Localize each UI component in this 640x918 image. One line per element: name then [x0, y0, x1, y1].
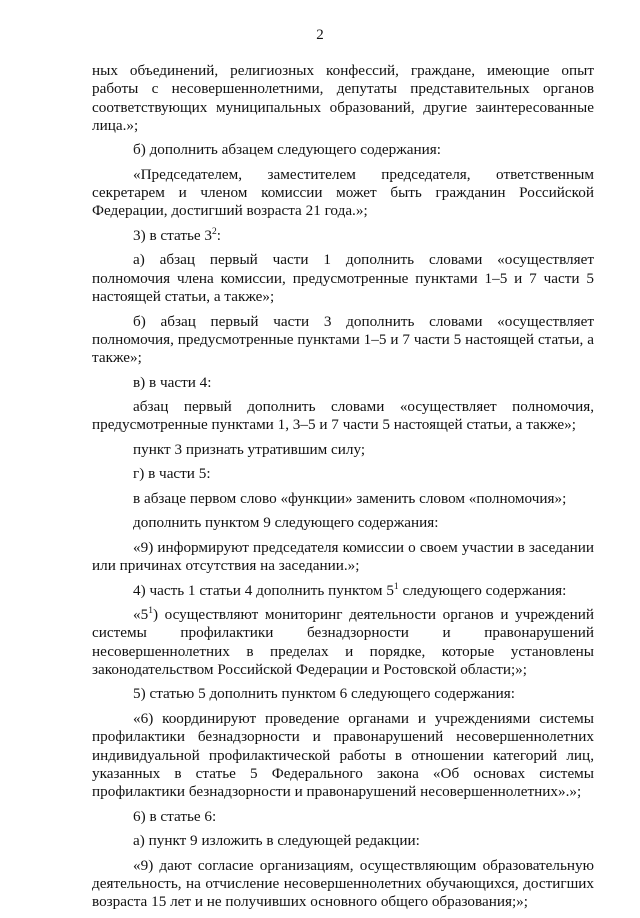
paragraph — [92, 227, 594, 245]
superscript: 1 — [148, 605, 153, 616]
paragraph — [92, 606, 594, 679]
superscript: 1 — [393, 581, 399, 592]
paragraph-text: 4) часть 1 статьи 4 дополнить пунктом 5 — [133, 581, 394, 599]
paragraph-text: следующего содержания: — [398, 581, 567, 599]
paragraph-text: «5 — [133, 606, 149, 624]
paragraph: абзац первый дополнить словами «осуществляет полномочия, предусмотренные пунктами 1, 3–5 и 7 части 5 настоящей статьи, а также»; — [92, 398, 594, 434]
paragraph: а) абзац первый части 1 дополнить словами «осуществляет полномочия члена комиссии, предусмотренные пунктами 1–5 и 7 части 5 настоящей статьи, а также»; — [92, 251, 594, 306]
page-number: 2 — [316, 27, 324, 43]
paragraph-text: : — [216, 226, 222, 244]
paragraph: б) дополнить абзацем следующего содержания: — [133, 141, 441, 159]
paragraph: «9) дают согласие организациям, осуществляющим образовательную деятельность, на отчисление несовершеннолетних обучающихся, достигших возраста 15 лет и не получивших основного общего образования;»; — [92, 856, 594, 911]
paragraph: в) в части 4: — [133, 373, 212, 391]
paragraph: «Председателем, заместителем председателя, ответственным секретарем и членом комиссии может быть гражданин Российской Федерации, достигший возраста 21 года.»; — [92, 165, 594, 220]
paragraph: г) в части 5: — [133, 465, 211, 483]
document-body — [92, 62, 594, 918]
paragraph: «6) координируют проведение органами и учреждениями системы профилактики безнадзорности и правонарушений несовершеннолетних индивидуальной профилактической работы в отношении категорий лиц, указанных в статье 5 Федерального закона «Об основах системы профилактики безнадзорности и правонарушений несовершеннолетних».»; — [92, 709, 594, 801]
paragraph: в абзаце первом слово «функции» заменить словом «полномочия»; — [133, 489, 567, 507]
paragraph: «9) информируют председателя комиссии о своем участии в заседании или причинах отсутствия на заседании.»; — [92, 538, 594, 575]
paragraph — [92, 582, 594, 600]
paragraph-text: ) осуществляют мониторинг деятельности органов и учреждений системы профилактики безнадзорности и правонарушений несовершеннолетних в пределах и порядке, которые установлены законодательством Российской Федерации и Ростовской области;»; — [92, 606, 594, 678]
superscript: 2 — [212, 226, 217, 237]
paragraph: пункт 3 признать утратившим силу; — [133, 440, 366, 458]
paragraph: а) пункт 9 изложить в следующей редакции: — [133, 832, 420, 850]
paragraph: 5) статью 5 дополнить пунктом 6 следующего содержания: — [133, 685, 515, 703]
paragraph: 6) в статье 6: — [133, 807, 217, 825]
paragraph: ных объединений, религиозных конфессий, граждане, имеющие опыт работы с несовершеннолетними, депутаты представительных органов соответствующих муниципальных образований, другие заинтересованные лица.»; — [92, 62, 594, 134]
paragraph: б) абзац первый части 3 дополнить словами «осуществляет полномочия, предусмотренные пунктами 1–5 и 7 части 5 настоящей статьи, а также»; — [92, 312, 594, 367]
paragraph-text: 3) в статье 3 — [133, 226, 213, 244]
paragraph: дополнить пунктом 9 следующего содержания: — [133, 514, 439, 532]
